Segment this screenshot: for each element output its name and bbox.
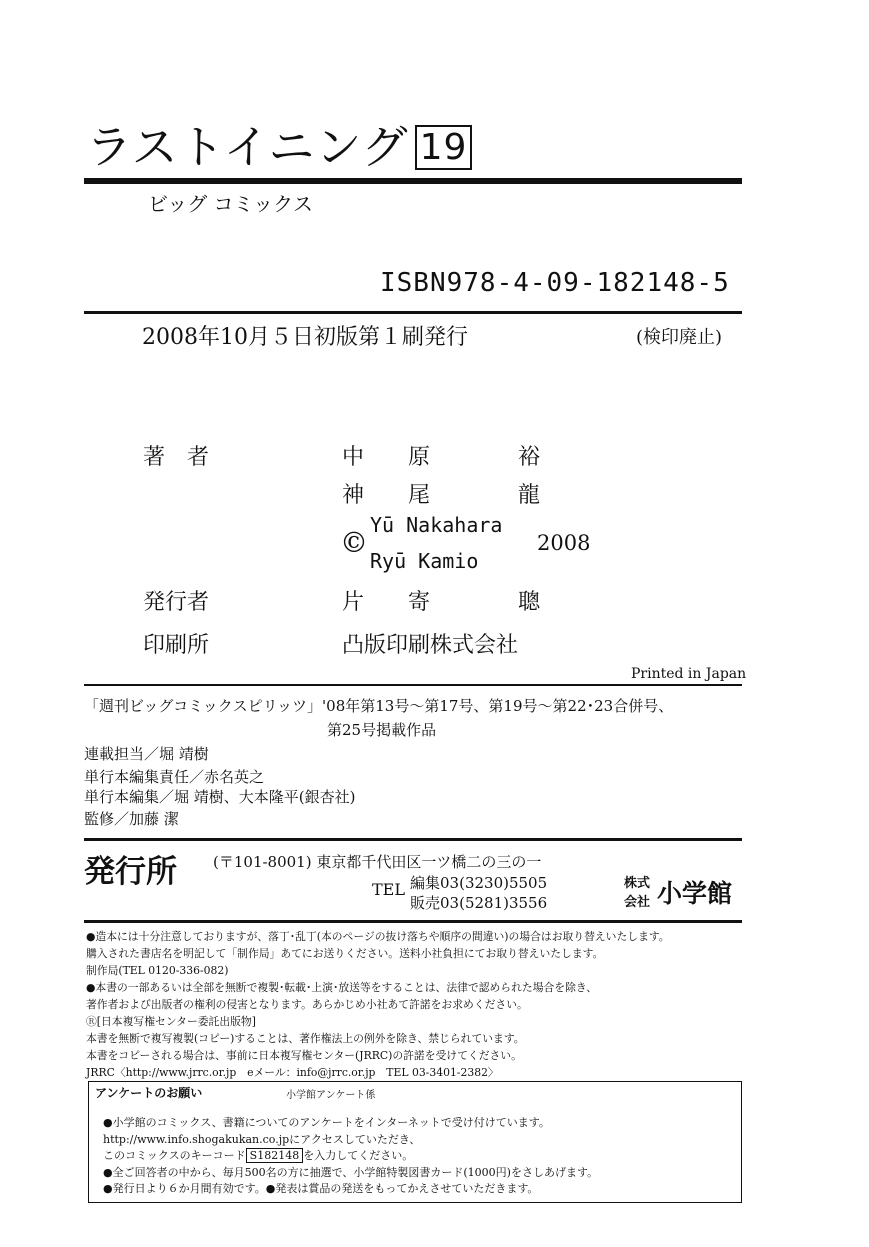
survey-line-1: ●小学館のコミックス、書籍についてのアンケートをインターネットで受け付けています。 bbox=[103, 1116, 550, 1129]
publisher-person-label: 発行者 bbox=[143, 590, 210, 615]
survey-line-5: ●発行日より６か月間有効です。●発表は賞品の発送をもってかえさせていただきます。 bbox=[103, 1182, 539, 1195]
publisher-person: 片 寄 聰 bbox=[342, 590, 541, 615]
isbn: ISBN978-4-09-182148-5 bbox=[380, 268, 730, 298]
serialization-line-1: 「週刊ビッグコミックスピリッツ」'08年第13号～第17号、第19号～第22･23合併号、 bbox=[84, 697, 674, 715]
notice-line-5: 著作者および出版者の権利の侵害となります。あらかじめ小社あて許諾をお求めください。 bbox=[86, 998, 528, 1011]
book-title bbox=[86, 122, 472, 172]
copyright-mark: © bbox=[340, 526, 368, 559]
tel-editorial: 編集03(3230)5505 bbox=[410, 874, 548, 892]
notice-line-3: 制作局(TEL 0120-336-082) bbox=[86, 964, 229, 977]
survey-box bbox=[88, 1081, 742, 1203]
tel-label: TEL bbox=[372, 880, 405, 899]
notice-line-2: 購入された書店名を明記して「制作局」あてにお送りください。送料小社負担にてお取り替えいたします。 bbox=[86, 947, 604, 960]
isbn-rule bbox=[84, 311, 742, 314]
copyright-name-1: Yū Nakahara bbox=[370, 513, 503, 537]
serialization-line-2: 第25号掲載作品 bbox=[327, 721, 437, 739]
notice-line-8: 本書をコピーされる場合は、事前に日本複写権センター(JRRC)の許諾を受けてください。 bbox=[86, 1049, 522, 1062]
title-rule bbox=[84, 178, 742, 184]
publisher-address: (〒101-8001) 東京都千代田区一ツ橋二の三の一 bbox=[213, 853, 542, 871]
company-prefix-2: 会社 bbox=[624, 895, 651, 910]
notice-line-1: ●造本には十分注意しておりますが、落丁･乱丁(本のページの抜け落ちや順序の間違い)の場合はお取り替えいたします。 bbox=[86, 930, 670, 943]
staff-rule bbox=[84, 838, 742, 841]
stamp-note: (検印廃止) bbox=[636, 327, 723, 348]
company-name: 小学館 bbox=[657, 879, 733, 908]
company-prefix-1: 株式 bbox=[624, 876, 651, 891]
survey-title: アンケートのお願い bbox=[95, 1086, 203, 1100]
notice-line-4: ●本書の一部あるいは全部を無断で複製･転載･上演･放送等をすることは、法律で認められた場合を除き、 bbox=[86, 981, 598, 994]
copyright-name-2: Ryū Kamio bbox=[370, 549, 479, 573]
staff-line-2: 単行本編集責任／赤名英之 bbox=[84, 768, 265, 786]
notice-line-6: Ⓡ[日本複写権センター委託出版物] bbox=[86, 1015, 256, 1028]
publish-date: 2008年10月５日初版第１刷発行 bbox=[142, 325, 468, 350]
survey-line-4: ●全ご回答者の中から、毎月500名の方に抽選で、小学館特製図書カード(1000円)をさしあげます。 bbox=[103, 1166, 599, 1179]
survey-url-text: にアクセスしていただき、 bbox=[289, 1133, 421, 1146]
survey-key-code: S182148 bbox=[246, 1148, 304, 1163]
survey-dept: 小学館アンケート係 bbox=[286, 1090, 376, 1101]
survey-key-pre: このコミックスのキーコード bbox=[103, 1149, 246, 1162]
author-label: 著 者 bbox=[143, 445, 210, 470]
series-label: ビッグ コミックス bbox=[148, 192, 313, 216]
author-name-2: 神 尾 龍 bbox=[342, 483, 541, 508]
notice-line-7: 本書を無断で複写複製(コピー)することは、著作権法上の例外を除き、禁じられています。 bbox=[86, 1032, 525, 1045]
staff-line-3: 単行本編集／堀 靖樹、大本隆平(銀杏社) bbox=[84, 788, 356, 806]
printer-name: 凸版印刷株式会社 bbox=[342, 633, 519, 658]
credits-rule bbox=[84, 684, 742, 686]
volume-number: 19 bbox=[415, 125, 473, 170]
survey-line-2 bbox=[103, 1131, 420, 1147]
staff-line-1: 連載担当／堀 靖樹 bbox=[84, 745, 209, 763]
notice-line-9: JRRC〈http://www.jrrc.or.jp eメール：info@jrrc.or.jp TEL 03-3401-2382〉 bbox=[86, 1066, 499, 1079]
survey-key-post: を入力してください。 bbox=[303, 1149, 414, 1162]
printed-in: Printed in Japan bbox=[631, 666, 747, 682]
title-text: ラストイニング bbox=[86, 120, 409, 174]
publisher-rule bbox=[84, 920, 742, 923]
staff-line-4: 監修／加藤 潔 bbox=[84, 810, 179, 828]
survey-url: http://www.info.shogakukan.co.jp bbox=[103, 1133, 290, 1146]
tel-sales: 販売03(5281)3556 bbox=[410, 894, 548, 912]
survey-line-3 bbox=[103, 1147, 413, 1163]
printer-label: 印刷所 bbox=[143, 633, 210, 658]
publisher-label: 発行所 bbox=[84, 854, 177, 890]
copyright-year: 2008 bbox=[537, 531, 591, 555]
author-name-1: 中 原 裕 bbox=[342, 445, 541, 470]
